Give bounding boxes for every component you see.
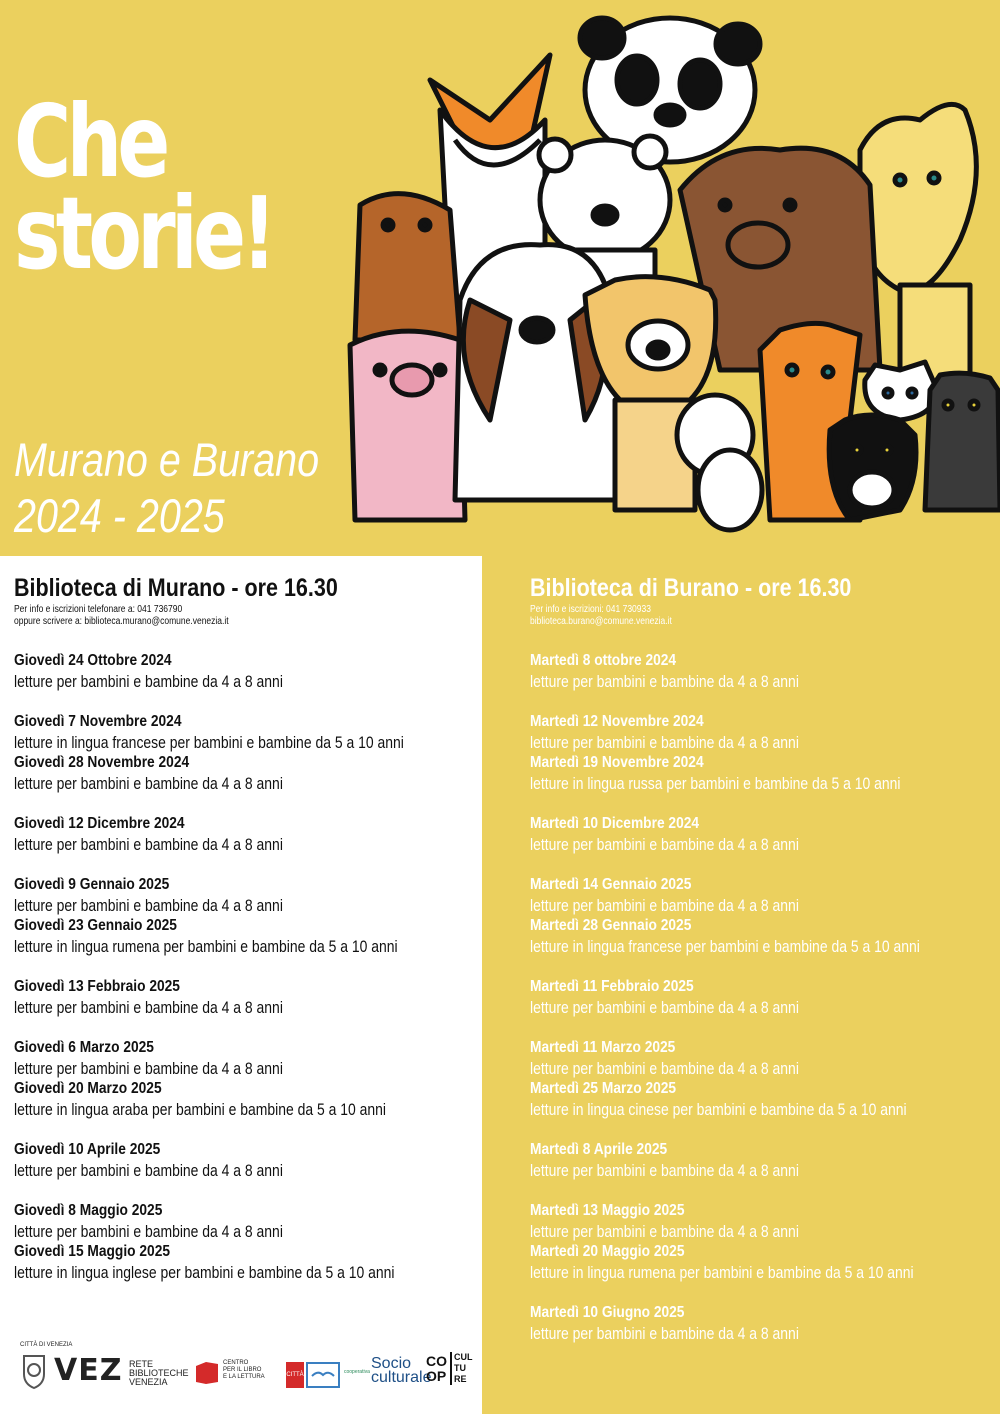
event-description: letture per bambini e bambine da 4 a 8 anni bbox=[14, 835, 283, 854]
event-date: Martedì 10 Dicembre 2024 bbox=[530, 815, 700, 832]
event-description: letture per bambini e bambine da 4 a 8 anni bbox=[530, 998, 799, 1017]
event-description: letture per bambini e bambine da 4 a 8 anni bbox=[14, 1059, 283, 1078]
event-description: letture in lingua inglese per bambini e bambine da 5 a 10 anni bbox=[14, 1263, 395, 1282]
event-group bbox=[530, 1303, 1000, 1344]
grey-cat-illustration bbox=[925, 373, 1000, 510]
tuxedo-cat-illustration bbox=[829, 415, 916, 520]
event-description: letture per bambini e bambine da 4 a 8 anni bbox=[14, 672, 283, 691]
burano-column bbox=[530, 574, 1000, 1364]
event-description: letture per bambini e bambine da 4 a 8 anni bbox=[14, 998, 283, 1017]
event-date: Martedì 11 Febbraio 2025 bbox=[530, 978, 694, 995]
event-description: letture per bambini e bambine da 4 a 8 anni bbox=[530, 733, 799, 752]
white-kitten-illustration bbox=[865, 362, 936, 420]
subtitle-line-1: Murano e Burano bbox=[14, 433, 320, 486]
event-date: Giovedì 10 Aprile 2025 bbox=[14, 1141, 161, 1158]
event-date: Martedì 11 Marzo 2025 bbox=[530, 1039, 676, 1056]
murano-email-info: oppure scrivere a: biblioteca.murano@comune.venezia.it bbox=[14, 616, 229, 627]
event-date: Martedì 10 Giugno 2025 bbox=[530, 1304, 685, 1321]
event-date: Giovedì 8 Maggio 2025 bbox=[14, 1202, 163, 1219]
event-description: letture in lingua russa per bambini e bambine da 5 a 10 anni bbox=[530, 774, 901, 793]
event-group bbox=[14, 651, 489, 692]
event-description: letture per bambini e bambine da 4 a 8 anni bbox=[530, 672, 799, 691]
event-group bbox=[530, 814, 1000, 855]
handshake-icon bbox=[306, 1362, 340, 1388]
murano-panel bbox=[0, 556, 482, 1414]
event-group bbox=[14, 1140, 489, 1181]
event-description: letture per bambini e bambine da 4 a 8 anni bbox=[530, 835, 799, 854]
citta-lettrice-logo: CITTÀ bbox=[286, 1362, 304, 1388]
burano-email-info: biblioteca.burano@comune.venezia.it bbox=[530, 616, 672, 627]
event-date: Martedì 8 ottobre 2024 bbox=[530, 652, 677, 669]
event-group bbox=[530, 712, 1000, 794]
title-line-1: Che bbox=[14, 83, 166, 200]
event-date: Martedì 28 Gennaio 2025 bbox=[530, 917, 692, 934]
centro-libro-logo: CENTRO PER IL LIBRO E LA LETTURA bbox=[223, 1360, 265, 1380]
title-line-2: storie! bbox=[14, 175, 273, 292]
event-group bbox=[530, 977, 1000, 1018]
burano-library-title: Biblioteca di Burano - ore 16.30 bbox=[530, 574, 852, 602]
subtitle-line-2: 2024 - 2025 bbox=[14, 489, 225, 542]
event-description: letture in lingua rumena per bambini e bambine da 5 a 10 anni bbox=[14, 937, 398, 956]
pig-illustration bbox=[350, 331, 465, 520]
murano-column bbox=[14, 574, 489, 1303]
event-group bbox=[14, 875, 489, 957]
event-description: letture per bambini e bambine da 4 a 8 anni bbox=[14, 896, 283, 915]
event-date: Giovedì 13 Febbraio 2025 bbox=[14, 978, 180, 995]
centro-libro-icon bbox=[194, 1360, 220, 1386]
event-description: letture in lingua francese per bambini e bambine da 5 a 10 anni bbox=[530, 937, 920, 956]
event-date: Martedì 13 Maggio 2025 bbox=[530, 1202, 685, 1219]
event-group bbox=[530, 651, 1000, 692]
murano-event-list bbox=[14, 651, 489, 1283]
event-date: Giovedì 7 Novembre 2024 bbox=[14, 713, 182, 730]
event-group bbox=[14, 814, 489, 855]
event-description: letture in lingua araba per bambini e bambine da 5 a 10 anni bbox=[14, 1100, 386, 1119]
event-group bbox=[14, 977, 489, 1018]
event-description: letture per bambini e bambine da 4 a 8 anni bbox=[530, 1161, 799, 1180]
poster-title bbox=[14, 83, 273, 292]
event-group bbox=[530, 1201, 1000, 1283]
crest-icon bbox=[20, 1352, 48, 1390]
event-date: Martedì 8 Aprile 2025 bbox=[530, 1141, 668, 1158]
event-description: letture per bambini e bambine da 4 a 8 anni bbox=[530, 896, 799, 915]
murano-contact-info bbox=[14, 604, 489, 628]
vez-logo: VEZ bbox=[54, 1353, 123, 1388]
brown-bear-illustration bbox=[355, 194, 460, 340]
event-description: letture in lingua cinese per bambini e bambine da 5 a 10 anni bbox=[530, 1100, 907, 1119]
event-group bbox=[14, 1038, 489, 1120]
event-date: Giovedì 12 Dicembre 2024 bbox=[14, 815, 185, 832]
event-date: Giovedì 15 Maggio 2025 bbox=[14, 1243, 171, 1260]
burano-phone-info: Per info e iscrizioni: 041 730933 bbox=[530, 604, 651, 615]
event-date: Giovedì 9 Gennaio 2025 bbox=[14, 876, 170, 893]
event-description: letture in lingua rumena per bambini e bambine da 5 a 10 anni bbox=[530, 1263, 914, 1282]
coop-logo: CO OP bbox=[426, 1353, 447, 1384]
event-description: letture in lingua francese per bambini e bambine da 5 a 10 anni bbox=[14, 733, 404, 752]
burano-event-list bbox=[530, 651, 1000, 1344]
burano-panel bbox=[482, 556, 1000, 1414]
event-group bbox=[530, 875, 1000, 957]
event-description: letture per bambini e bambine da 4 a 8 anni bbox=[530, 1059, 799, 1078]
sponsor-logos: CITTÀ DI VENEZIA VEZ RETE BIBLIOTECHE VENEZIA CENTRO PER IL LIBRO E LA LETTURA CITTÀ cooperativa Socio culturale CO OP CUL TU RE bbox=[16, 1340, 476, 1402]
murano-library-title: Biblioteca di Murano - ore 16.30 bbox=[14, 574, 338, 602]
rete-biblioteche-logo: RETE BIBLIOTECHE VENEZIA bbox=[129, 1359, 189, 1387]
venezia-crest-logo bbox=[20, 1342, 73, 1398]
event-date: Giovedì 23 Gennaio 2025 bbox=[14, 917, 177, 934]
event-group bbox=[530, 1038, 1000, 1120]
event-group bbox=[14, 1201, 489, 1283]
event-group bbox=[530, 1140, 1000, 1181]
event-description: letture per bambini e bambine da 4 a 8 anni bbox=[14, 1161, 283, 1180]
cultura-logo: CUL TU RE bbox=[450, 1352, 473, 1385]
event-description: letture per bambini e bambine da 4 a 8 anni bbox=[530, 1222, 799, 1241]
poster-subtitle bbox=[14, 432, 319, 544]
event-group bbox=[14, 712, 489, 794]
event-date: Martedì 12 Novembre 2024 bbox=[530, 713, 704, 730]
event-description: letture per bambini e bambine da 4 a 8 anni bbox=[14, 774, 283, 793]
event-date: Giovedì 28 Novembre 2024 bbox=[14, 754, 190, 771]
event-date: Martedì 20 Maggio 2025 bbox=[530, 1243, 685, 1260]
event-date: Giovedì 20 Marzo 2025 bbox=[14, 1080, 162, 1097]
handshake-logo bbox=[306, 1362, 340, 1388]
event-date: Martedì 19 Novembre 2024 bbox=[530, 754, 704, 771]
burano-contact-info bbox=[530, 604, 1000, 628]
murano-phone-info: Per info e iscrizioni telefonare a: 041 736790 bbox=[14, 604, 183, 615]
event-description: letture per bambini e bambine da 4 a 8 anni bbox=[530, 1324, 799, 1343]
citta-venezia-text: CITTÀ DI VENEZIA bbox=[20, 1342, 73, 1348]
animals-illustration bbox=[340, 0, 1000, 555]
event-date: Martedì 25 Marzo 2025 bbox=[530, 1080, 677, 1097]
event-date: Martedì 14 Gennaio 2025 bbox=[530, 876, 692, 893]
event-date: Giovedì 24 Ottobre 2024 bbox=[14, 652, 172, 669]
event-description: letture per bambini e bambine da 4 a 8 anni bbox=[14, 1222, 283, 1241]
event-date: Giovedì 6 Marzo 2025 bbox=[14, 1039, 154, 1056]
